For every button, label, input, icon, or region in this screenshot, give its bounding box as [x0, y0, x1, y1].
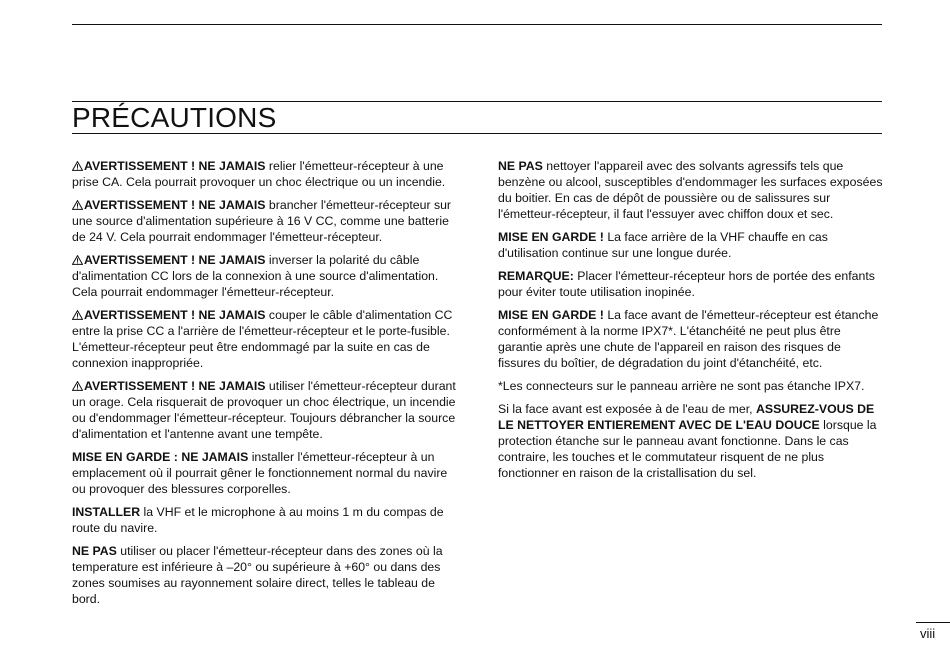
paragraph-lead: MISE EN GARDE ! — [498, 230, 604, 244]
paragraph-lead: AVERTISSEMENT ! NE JAMAIS — [84, 379, 266, 393]
paragraph-text: Si la face avant est exposée à de l'eau de mer, — [498, 402, 757, 416]
paragraph-text: utiliser l'émetteur-récepteur durant un orage. Cela risquerait de provoquer un choc électrique, un incendie ou d'endommager l'émetteur-récepteur. Toujours débrancher la source d'alimentation et l'antenne avant une tempête. — [72, 379, 456, 441]
paragraph-lead: AVERTISSEMENT ! NE JAMAIS — [84, 198, 266, 212]
title-bottom-rule — [72, 133, 882, 134]
paragraph — [498, 158, 884, 222]
paragraph-text: la VHF et le microphone à au moins 1 m du compas de route du navire. — [72, 505, 444, 535]
page-number-rule — [916, 622, 950, 623]
paragraph — [72, 543, 458, 607]
paragraph-text: utiliser ou placer l'émetteur-récepteur dans des zones où la temperature est inférieure à –20° ou supérieure à +60° ou dans des zones soumises au rayonnement solaire direct, telles le tableau de bord. — [72, 544, 443, 606]
top-rule — [72, 24, 882, 25]
paragraph-text: couper le câble d'alimentation CC entre la prise CC a l'arrière de l'émetteur-récepteur et le porte-fusible. L'émetteur-récepteur peut être endommagé par la suite en cas de connexion inappropriée. — [72, 308, 453, 370]
page-number: viii — [920, 626, 936, 641]
paragraph-text: inverser la polarité du câble d'alimentation CC lors de la connexion à une source d'alimentation. Cela pourrait endommager l'émetteur-récepteur. — [72, 253, 439, 299]
paragraph-emphasis: ASSUREZ-VOUS DE LE NETTOYER ENTIEREMENT AVEC DE L'EAU DOUCE — [498, 402, 875, 432]
warning-icon — [72, 198, 83, 208]
warning-icon — [72, 159, 83, 169]
paragraph-lead: NE PAS — [498, 159, 543, 173]
paragraph-text: nettoyer l'appareil avec des solvants agressifs tels que benzène ou alcool, susceptibles d'endommager les surfaces exposées du boitier. En cas de dépôt de poussière ou de salissures sur l'émetteur-récepteur, il faut l'essuyer avec chiffon doux et sec. — [498, 159, 883, 221]
paragraph-text: installer l'émetteur-récepteur à un emplacement où il pourrait gêner le fonctionnement normal du navire ou provoquer des blessures corporelles. — [72, 450, 448, 496]
footnote — [498, 378, 884, 394]
paragraph — [72, 158, 458, 190]
paragraph — [72, 307, 458, 371]
paragraph — [72, 378, 458, 442]
paragraph-text-after: lorsque la protection étanche sur le panneau avant fonctionne. Dans le cas contraire, les touches et le commutateur risquent de ne plus fonctionner en raison de la cristallisation du sel. — [498, 418, 877, 480]
paragraph-lead: NE PAS — [72, 544, 117, 558]
paragraph-text: La face avant de l'émetteur-récepteur est étanche conformément à la norme IPX7*. L'étanchéité ne peut plus être garantie après une chute de l'appareil en raison des risques de fissures du boîtier, de dégradation du joint d'étanchéité, etc. — [498, 308, 879, 370]
paragraph-text: Placer l'émetteur-récepteur hors de portée des enfants pour éviter toute utilisation inopinée. — [498, 269, 875, 299]
paragraph-lead: AVERTISSEMENT ! NE JAMAIS — [84, 308, 266, 322]
paragraph — [498, 229, 884, 261]
page-title: PRÉCAUTIONS — [72, 102, 277, 133]
paragraph-text: La face arrière de la VHF chauffe en cas d'utilisation continue sur une longue durée. — [498, 230, 828, 260]
paragraph-text: brancher l'émetteur-récepteur sur une source d'alimentation supérieure à 16 V CC, comme une batterie de 24 V. Cela pourrait endommager l'émetteur-récepteur. — [72, 198, 452, 244]
left-column — [72, 158, 458, 614]
paragraph-lead: AVERTISSEMENT ! NE JAMAIS — [84, 253, 266, 267]
paragraph-lead: MISE EN GARDE ! — [498, 308, 604, 322]
paragraph — [72, 197, 458, 245]
paragraph — [498, 307, 884, 371]
warning-icon — [72, 308, 83, 318]
paragraph — [72, 504, 458, 536]
paragraph-text: *Les connecteurs sur le panneau arrière ne sont pas étanche IPX7. — [498, 379, 865, 393]
paragraph — [72, 449, 458, 497]
warning-icon — [72, 379, 83, 389]
paragraph — [72, 252, 458, 300]
paragraph-lead: MISE EN GARDE : NE JAMAIS — [72, 450, 249, 464]
paragraph-lead: REMARQUE: — [498, 269, 574, 283]
paragraph-lead: INSTALLER — [72, 505, 141, 519]
paragraph — [498, 401, 884, 481]
warning-icon — [72, 253, 83, 263]
paragraph — [498, 268, 884, 300]
right-column — [498, 158, 884, 488]
paragraph-lead: AVERTISSEMENT ! NE JAMAIS — [84, 159, 266, 173]
paragraph-text: relier l'émetteur-récepteur à une prise CA. Cela pourrait provoquer un choc électrique ou un incendie. — [72, 159, 446, 189]
